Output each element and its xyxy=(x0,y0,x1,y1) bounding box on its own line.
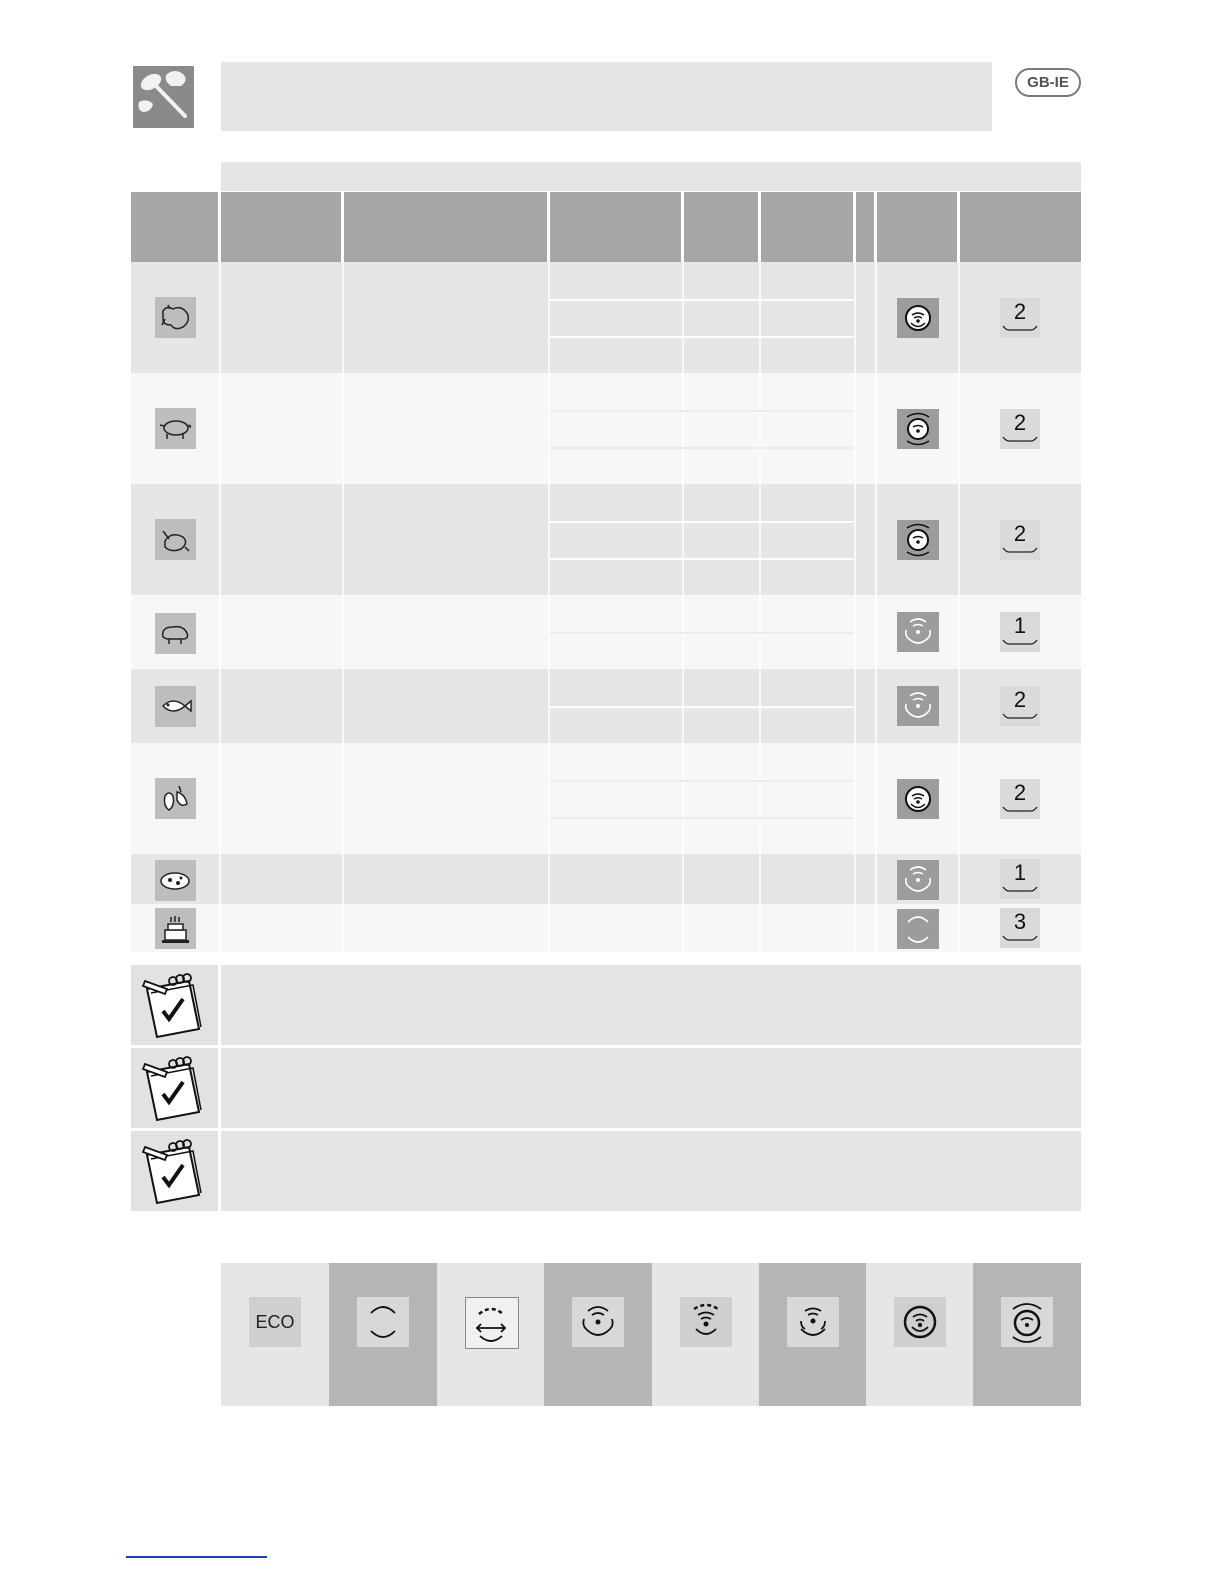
shelf-position-badge xyxy=(1000,409,1040,449)
function-column-fan-bottom xyxy=(759,1263,867,1406)
shelf-position-badge xyxy=(1000,520,1040,560)
fan-grill-icon xyxy=(680,1297,732,1347)
header-cell-food xyxy=(131,192,218,262)
vegetables-icon xyxy=(155,778,196,819)
function-column-fan-top-bottom xyxy=(544,1263,652,1406)
column-divider xyxy=(958,262,960,952)
pork-icon xyxy=(155,408,196,449)
header-cell-spacer xyxy=(856,192,874,262)
shelf-position-badge xyxy=(1000,686,1040,726)
fan-ring-top-bottom-icon xyxy=(897,520,939,560)
fan-top-bottom-icon xyxy=(897,612,939,652)
sub-row-divider xyxy=(550,706,853,708)
function-column-grill xyxy=(437,1263,545,1406)
function-column-fan-grill xyxy=(652,1263,760,1406)
poultry-icon xyxy=(155,519,196,560)
sub-row-divider xyxy=(550,410,853,412)
header-cell-function xyxy=(877,192,957,262)
eco-label: ECO xyxy=(255,1311,295,1332)
cake-icon xyxy=(155,908,196,949)
fan-top-bottom-icon xyxy=(897,860,939,900)
fan-circular-grill-icon xyxy=(897,779,939,819)
shelf-position-number: 2 xyxy=(1013,780,1027,805)
fan-circular-icon xyxy=(894,1297,946,1347)
notepad-check-icon xyxy=(131,1131,218,1211)
static-top-bottom-icon xyxy=(897,909,939,949)
shelf-position-number: 2 xyxy=(1013,687,1027,712)
shelf-position-number: 2 xyxy=(1013,521,1027,546)
sub-row-divider xyxy=(550,299,853,301)
page-title-bar xyxy=(221,62,992,131)
static-top-bottom-icon xyxy=(357,1297,409,1347)
eco-icon xyxy=(249,1297,301,1347)
note-text-box xyxy=(221,1131,1081,1211)
fan-top-bottom-icon xyxy=(897,686,939,726)
sub-row-divider xyxy=(550,558,853,560)
notepad-check-icon xyxy=(131,1048,218,1128)
header-cell-weight xyxy=(550,192,681,262)
sub-row-divider xyxy=(550,447,853,449)
header-cell-temperature xyxy=(684,192,758,262)
grill-large-icon xyxy=(465,1297,519,1349)
table-caption-bar xyxy=(221,162,1081,191)
fan-circular-grill-icon xyxy=(897,298,939,338)
fish-icon xyxy=(155,686,196,727)
language-badge: GB-IE xyxy=(1015,68,1081,97)
column-divider xyxy=(548,262,550,952)
fan-ring-top-bottom-icon xyxy=(1001,1297,1053,1347)
header-cell-dish xyxy=(221,192,341,262)
function-column-fan-ring-top-bottom xyxy=(973,1263,1081,1406)
shelf-position-badge xyxy=(1000,298,1040,338)
function-column-static xyxy=(329,1263,437,1406)
function-column-eco xyxy=(221,1263,329,1406)
column-divider xyxy=(759,262,761,952)
beef-icon xyxy=(155,297,196,338)
column-divider xyxy=(854,262,856,952)
fan-ring-top-bottom-icon xyxy=(897,409,939,449)
header-cell-time xyxy=(761,192,853,262)
shelf-position-badge xyxy=(1000,612,1040,652)
sub-row-divider xyxy=(550,521,853,523)
column-divider xyxy=(219,262,221,952)
lamb-icon xyxy=(155,613,196,654)
shelf-position-badge xyxy=(1000,859,1040,899)
note-text-box xyxy=(221,1048,1081,1128)
shelf-position-badge xyxy=(1000,908,1040,948)
column-divider xyxy=(875,262,877,952)
fan-bottom-icon xyxy=(787,1297,839,1347)
sub-row-divider xyxy=(550,780,853,782)
column-divider xyxy=(682,262,684,952)
shelf-position-number: 1 xyxy=(1013,860,1027,885)
sub-row-divider xyxy=(550,632,853,634)
notepad-check-icon xyxy=(131,965,218,1045)
sub-row-divider xyxy=(550,336,853,338)
sub-row-divider xyxy=(550,817,853,819)
note-text-box xyxy=(221,965,1081,1045)
footer-link-underline[interactable] xyxy=(126,1556,267,1558)
header-cell-shelf xyxy=(960,192,1081,262)
shelf-position-number: 3 xyxy=(1013,909,1027,934)
chef-spoon-icon xyxy=(133,66,194,128)
header-cell-description xyxy=(344,192,547,262)
shelf-position-number: 2 xyxy=(1013,299,1027,324)
pizza-icon xyxy=(155,860,196,901)
column-divider xyxy=(342,262,344,952)
function-column-fan-circular xyxy=(866,1263,974,1406)
shelf-position-number: 1 xyxy=(1013,613,1027,638)
shelf-position-number: 2 xyxy=(1013,410,1027,435)
shelf-position-badge xyxy=(1000,779,1040,819)
fan-top-bottom-icon xyxy=(572,1297,624,1347)
